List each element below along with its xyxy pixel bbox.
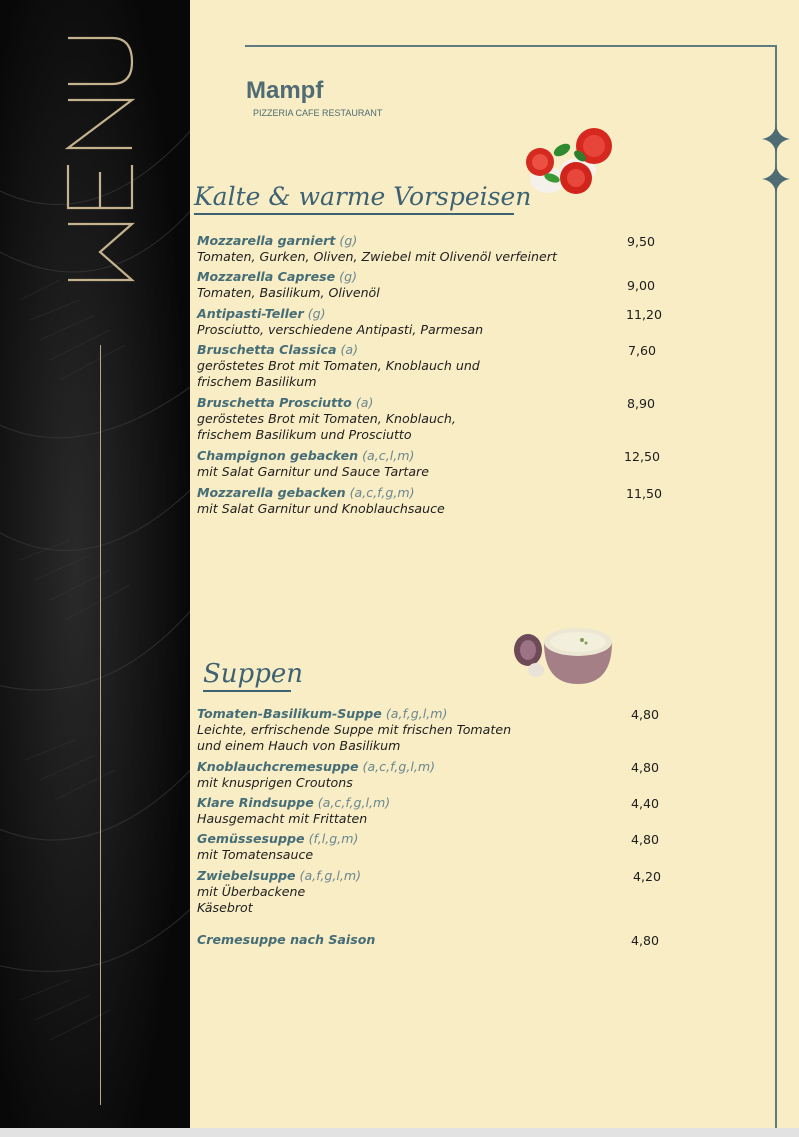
brand-name: Mampf xyxy=(246,77,324,104)
item-description: Leichte, erfrischende Suppe mit frischen Tomaten xyxy=(197,722,512,737)
item-description: frischem Basilikum und Prosciutto xyxy=(197,427,412,442)
item-price: 4,20 xyxy=(633,869,662,884)
menu-item xyxy=(197,795,637,827)
item-description: geröstetes Brot mit Tomaten, Knoblauch, xyxy=(197,411,456,426)
item-price: 11,50 xyxy=(626,486,663,501)
menu-item xyxy=(197,706,637,754)
frame-top-line xyxy=(245,45,776,47)
item-name: Antipasti-Teller xyxy=(197,306,304,321)
item-allergens: (g) xyxy=(339,233,358,248)
section-title-underline xyxy=(203,690,291,692)
item-name: Knoblauchcremesuppe xyxy=(197,759,359,774)
item-price: 7,60 xyxy=(628,343,657,358)
menu-vertical-title xyxy=(62,30,138,285)
item-description: Käsebrot xyxy=(197,900,253,915)
bottom-edge-strip xyxy=(0,1128,799,1137)
frame-right-line xyxy=(775,45,777,1128)
item-allergens: (a,c,l,m) xyxy=(362,448,415,463)
item-name: Cremesuppe nach Saison xyxy=(197,932,376,947)
left-decor-panel xyxy=(0,0,190,1128)
menu-item xyxy=(197,342,637,390)
item-price: 9,50 xyxy=(627,234,656,249)
menu-item xyxy=(197,448,637,480)
item-price: 4,80 xyxy=(631,933,660,948)
item-price: 4,40 xyxy=(631,796,660,811)
item-allergens: (a,c,f,g,m) xyxy=(349,485,415,500)
item-allergens: (f,l,g,m) xyxy=(308,831,359,846)
item-name: Bruschetta Prosciutto xyxy=(197,395,352,410)
section-title-vorspeisen: Kalte & warme Vorspeisen xyxy=(194,182,532,211)
item-description: mit Tomatensauce xyxy=(197,847,314,862)
item-description: mit Überbackene xyxy=(197,884,306,899)
item-description: Tomaten, Gurken, Oliven, Zwiebel mit Olivenöl verfeinert xyxy=(197,249,557,264)
item-price: 4,80 xyxy=(631,760,660,775)
menu-item xyxy=(197,395,637,443)
item-price: 11,20 xyxy=(626,307,663,322)
item-allergens: (a,c,f,g,l,m) xyxy=(362,759,436,774)
caprese-salad-image xyxy=(518,126,616,200)
item-description: geröstetes Brot mit Tomaten, Knoblauch und xyxy=(197,358,480,373)
item-price: 12,50 xyxy=(624,449,661,464)
item-allergens: (a) xyxy=(355,395,374,410)
item-allergens: (a) xyxy=(340,342,359,357)
item-name: Mozzarella Caprese xyxy=(197,269,336,284)
item-price: 4,80 xyxy=(631,707,660,722)
item-name: Mozzarella gebacken xyxy=(197,485,346,500)
item-description: mit knusprigen Croutons xyxy=(197,775,353,790)
item-price: 9,00 xyxy=(627,278,656,293)
item-description: mit Salat Garnitur und Sauce Tartare xyxy=(197,464,429,479)
item-name: Gemüssesuppe xyxy=(197,831,305,846)
menu-item xyxy=(197,269,637,301)
item-description: Hausgemacht mit Frittaten xyxy=(197,811,368,826)
item-description: und einem Hauch von Basilikum xyxy=(197,738,401,753)
menu-item xyxy=(197,759,637,791)
menu-item xyxy=(197,485,637,517)
menu-item xyxy=(197,233,637,265)
item-description: Prosciutto, verschiedene Antipasti, Parmesan xyxy=(197,322,484,337)
gold-divider-line xyxy=(100,345,101,1105)
item-price: 8,90 xyxy=(627,396,656,411)
item-allergens: (g) xyxy=(307,306,326,321)
item-allergens: (a,f,g,l,m) xyxy=(385,706,448,721)
menu-item xyxy=(197,868,637,916)
sparkle-star-icon xyxy=(761,124,791,154)
item-name: Klare Rindsuppe xyxy=(197,795,314,810)
section-title-suppen: Suppen xyxy=(203,659,303,689)
item-name: Tomaten-Basilikum-Suppe xyxy=(197,706,382,721)
item-price: 4,80 xyxy=(631,832,660,847)
item-allergens: (g) xyxy=(339,269,357,284)
menu-item xyxy=(197,831,637,863)
item-name: Champignon gebacken xyxy=(197,448,359,463)
brand-tagline: PIZZERIA CAFE RESTAURANT xyxy=(253,108,383,118)
menu-item xyxy=(197,932,637,948)
item-name: Zwiebelsuppe xyxy=(197,868,296,883)
item-description: frischem Basilikum xyxy=(197,374,317,389)
item-description: Tomaten, Basilikum, Olivenöl xyxy=(197,285,380,300)
item-allergens: (a,c,f,g,l,m) xyxy=(317,795,391,810)
soup-bowl-image xyxy=(506,620,616,688)
item-description: mit Salat Garnitur und Knoblauchsauce xyxy=(197,501,445,516)
item-allergens: (a,f,g,l,m) xyxy=(299,868,362,883)
item-name: Bruschetta Classica xyxy=(197,342,337,357)
item-name: Mozzarella garniert xyxy=(197,233,336,248)
section-title-underline xyxy=(194,213,514,215)
menu-item xyxy=(197,306,637,338)
sparkle-star-icon xyxy=(761,164,791,194)
